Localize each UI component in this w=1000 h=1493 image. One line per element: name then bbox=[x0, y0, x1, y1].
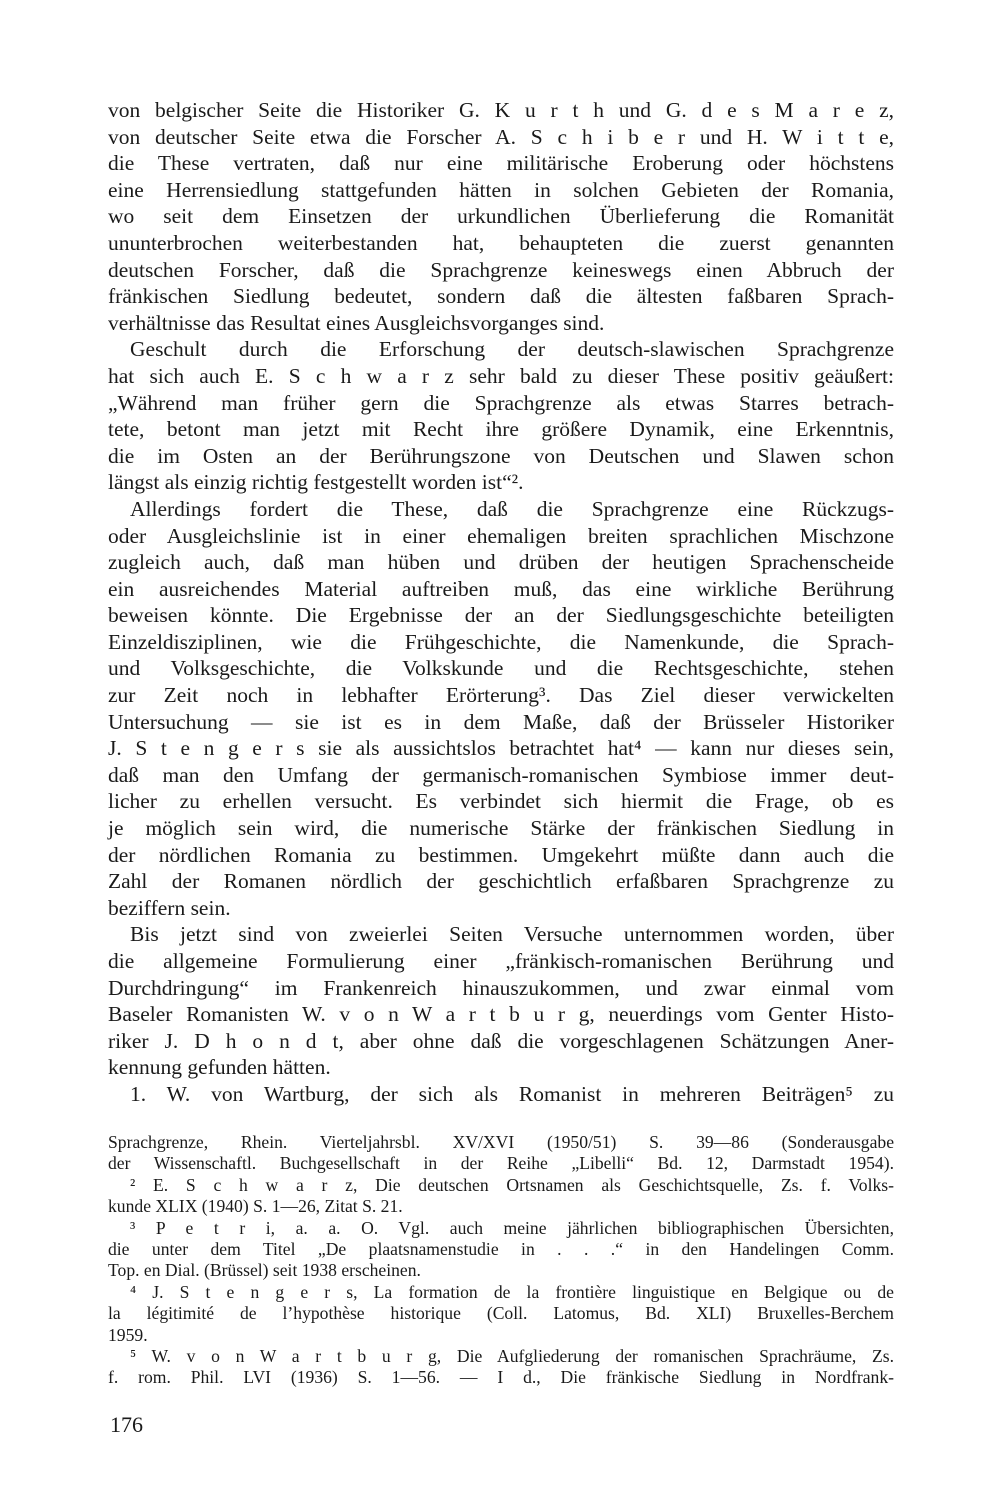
footnotes-block bbox=[108, 1132, 894, 1389]
page-number: 176 bbox=[110, 1412, 143, 1437]
body-line: die These vertraten, daß nur eine militärische Eroberung oder höchstens bbox=[108, 151, 894, 176]
body-line: kennung gefunden hätten. bbox=[108, 1055, 331, 1080]
footnote-line: der Wissenschaftl. Buchgesellschaft in der Reihe „Libelli“ Bd. 12, Darmstadt 1954). bbox=[108, 1153, 894, 1174]
body-line: ununterbrochen weiterbestanden hat, behaupteten die zuerst genannten bbox=[108, 230, 894, 255]
body-line: die im Osten an der Berührungszone von Deutschen und Slawen schon bbox=[108, 443, 894, 468]
footnote-line: kunde XLIX (1940) S. 1—26, Zitat S. 21. bbox=[108, 1196, 403, 1217]
footnote-line: 1959. bbox=[108, 1324, 148, 1345]
body-line: Baseler Romanisten W. v o n W a r t b u r g, neuerdings vom Genter Histo- bbox=[108, 1002, 894, 1027]
footnote-line: Top. en Dial. (Brüssel) seit 1938 erscheinen. bbox=[108, 1260, 421, 1281]
body-line: fränkischen Siedlung bedeutet, sondern daß die ältesten faßbaren Sprach- bbox=[108, 284, 894, 309]
body-line: Zahl der Romanen nördlich der geschichtlich erfaßbaren Sprachgrenze zu bbox=[108, 869, 894, 894]
body-line: deutschen Forscher, daß die Sprachgrenze keineswegs einen Abbruch der bbox=[108, 257, 894, 282]
footnote-line: la légitimité de l’hypothèse historique (Coll. Latomus, Bd. XLI) Bruxelles-Berchem bbox=[108, 1303, 894, 1324]
body-line: eine Herrensiedlung stattgefunden hätten in solchen Gebieten der Romania, bbox=[108, 177, 894, 202]
body-line: beweisen könnte. Die Ergebnisse der an der Siedlungsgeschichte beteiligten bbox=[108, 603, 894, 628]
body-line: riker J. D h o n d t, aber ohne daß die vorgeschlagenen Schätzungen Aner- bbox=[108, 1028, 894, 1053]
body-line: beziffern sein. bbox=[108, 895, 231, 920]
footnote-line: die unter dem Titel „De plaatsnamenstudie in . . .“ in den Handelingen Comm. bbox=[108, 1238, 894, 1259]
footnote-line: ⁵ W. v o n W a r t b u r g, Die Aufgliederung der romanischen Sprachräume, Zs. bbox=[130, 1345, 894, 1366]
body-line: „Während man früher gern die Sprachgrenze als etwas Starres betrach- bbox=[108, 390, 894, 415]
body-line: J. S t e n g e r s sie als aussichtslos betrachtet hat⁴ — kann nur dieses sein, bbox=[108, 736, 894, 761]
body-line: Allerdings fordert die These, daß die Sprachgrenze eine Rückzugs- bbox=[130, 496, 894, 521]
body-line: je möglich sein wird, die numerische Stärke der fränkischen Siedlung in bbox=[108, 816, 894, 841]
body-line: der nördlichen Romania zu bestimmen. Umgekehrt müßte dann auch die bbox=[108, 842, 894, 867]
body-line: Durchdringung“ im Frankenreich hinauszukommen, und zwar einmal vom bbox=[108, 975, 894, 1000]
body-line: zugleich auch, daß man hüben und drüben der heutigen Sprachenscheide bbox=[108, 550, 894, 575]
body-line: tete, betont man jetzt mit Recht ihre größere Dynamik, eine Erkenntnis, bbox=[108, 417, 894, 442]
footnote-line: ² E. S c h w a r z, Die deutschen Ortsnamen als Geschichtsquelle, Zs. f. Volks- bbox=[130, 1174, 894, 1195]
footnote-line: Sprachgrenze, Rhein. Vierteljahrsbl. XV/XVI (1950/51) S. 39—86 (Sonderausgabe bbox=[108, 1132, 894, 1152]
body-line: daß man den Umfang der germanisch-romanischen Symbiose immer deut- bbox=[108, 762, 894, 787]
body-line: von deutscher Seite etwa die Forscher A. S c h i b e r und H. W i t t e, bbox=[108, 124, 894, 149]
body-line: Untersuchung — sie ist es in dem Maße, daß der Brüsseler Historiker bbox=[108, 709, 894, 734]
body-line: zur Zeit noch in lebhafter Erörterung³. Das Ziel dieser verwickelten bbox=[108, 683, 894, 708]
main-text-block bbox=[108, 97, 894, 1108]
body-line: Einzeldisziplinen, wie die Frühgeschichte, die Namenkunde, die Sprach- bbox=[108, 629, 894, 654]
body-line: und Volksgeschichte, die Volkskunde und die Rechtsgeschichte, stehen bbox=[108, 656, 894, 681]
body-line: Bis jetzt sind von zweierlei Seiten Versuche unternommen worden, über bbox=[130, 922, 894, 947]
body-line: 1. W. von Wartburg, der sich als Romanist in mehreren Beiträgen⁵ zu bbox=[130, 1081, 894, 1106]
body-line: ein ausreichendes Material auftreiben muß, das eine wirkliche Berührung bbox=[108, 576, 894, 601]
body-line: wo seit dem Einsetzen der urkundlichen Überlieferung die Romanität bbox=[108, 204, 894, 229]
body-line: Geschult durch die Erforschung der deutsch-slawischen Sprachgrenze bbox=[130, 337, 894, 362]
footnote-line: ⁴ J. S t e n g e r s, La formation de la frontière linguistique en Belgique ou de bbox=[130, 1281, 894, 1302]
body-line: von belgischer Seite die Historiker G. K u r t h und G. d e s M a r e z, bbox=[108, 98, 894, 122]
body-line: verhältnisse das Resultat eines Ausgleichsvorganges sind. bbox=[108, 310, 605, 335]
body-line: licher zu erhellen versucht. Es verbindet sich hiermit die Frage, ob es bbox=[108, 789, 894, 814]
footnote-line: f. rom. Phil. LVI (1936) S. 1—56. — I d., Die fränkische Siedlung in Nordfrank- bbox=[108, 1367, 894, 1388]
body-line: hat sich auch E. S c h w a r z sehr bald zu dieser These positiv geäußert: bbox=[108, 363, 894, 388]
footnote-line: ³ P e t r i, a. a. O. Vgl. auch meine jährlichen bibliographischen Übersichten, bbox=[130, 1217, 894, 1238]
body-line: die allgemeine Formulierung einer „fränkisch-romanischen Berührung und bbox=[108, 949, 894, 973]
body-line: oder Ausgleichslinie ist in einer ehemaligen breiten sprachlichen Mischzone bbox=[108, 523, 894, 548]
body-line: längst als einzig richtig festgestellt worden ist“². bbox=[108, 470, 524, 495]
